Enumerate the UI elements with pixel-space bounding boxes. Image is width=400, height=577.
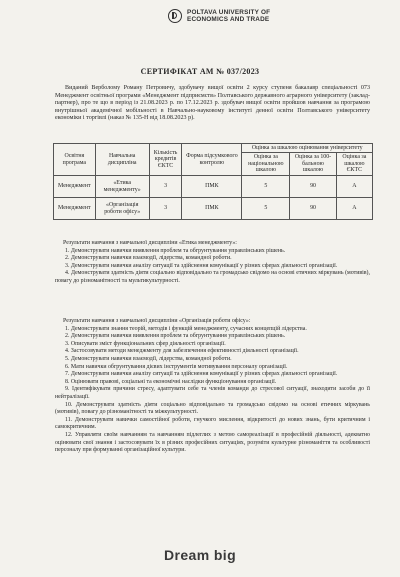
- cell-ects: А: [336, 198, 372, 220]
- university-logo-icon: [168, 9, 182, 23]
- cell-program: Менеджмент: [54, 176, 96, 198]
- table-row: [54, 198, 373, 220]
- cell-control: ПМК: [182, 198, 242, 220]
- header-national: Оцінка за національною шкалою: [242, 153, 290, 176]
- grades-table: [53, 143, 373, 220]
- results-ethics: [55, 240, 370, 286]
- results-office: [55, 318, 370, 455]
- header-discipline: Навчальна дисципліна: [95, 144, 149, 176]
- results-office-item: 3. Описувати зміст функціональних сфер діяльності організації.: [65, 340, 226, 347]
- results-office-item: 7. Демонструвати навички аналізу ситуації та здійснення комунікації у різних сферах діяльності організації.: [65, 371, 338, 378]
- header-credits: Кількість кредитів ЄКТС: [149, 144, 182, 176]
- results-office-item: 2. Демонструвати навички виявлення проблем та обгрунтування управлінських рішень.: [65, 333, 286, 340]
- cell-program: Менеджмент: [54, 198, 96, 220]
- results-office-item: 5. Демонструвати навички взаємодії, лідерства, командної роботи.: [65, 355, 232, 362]
- results-office-item: 10. Демонструвати здатність діяти соціально відповідально та громадсько свідомо на основі етичних міркувань (мотивів), повагу до різноманітності та міжкультурності.: [55, 401, 370, 416]
- results-office-item: 11. Демонструвати навички самостійної роботи, гнучкого мислення, відкритості до нових знань, бути критичним і самокритичним.: [55, 416, 370, 431]
- university-name-line1: POLTAVA UNIVERSITY OF: [187, 9, 271, 16]
- university-header: [0, 0, 400, 38]
- results-office-item: 4. Застосовувати методи менеджменту для забезпечення ефективності діяльності організації.: [65, 348, 299, 355]
- cell-ects: А: [336, 176, 372, 198]
- results-ethics-item: 4. Демонструвати здатність діяти соціально відповідально та громадсько свідомо на основі етичних міркувань (мотивів), повагу до різноманітності та мультикультурності.: [55, 270, 370, 284]
- header-control: Форма підсумкового контролю: [182, 144, 242, 176]
- results-ethics-item: 2. Демонструвати навички взаємодії, лідерства, командної роботи.: [65, 255, 232, 262]
- results-office-item: 6. Мати навички обгрунтування дієвих інструментів мотивування персоналу організації.: [65, 363, 288, 370]
- results-office-title: Результати навчання з навчальної дисципліни «Організація роботи офісу»:: [63, 318, 251, 324]
- results-office-item: 9. Ідентифікувати причини стресу, адаптувати себе та членів команди до стресової ситуації, знаходити засоби до її нейтралізації.: [55, 386, 370, 400]
- header-hundred: Оцінка за 100-бальною шкалою: [290, 153, 336, 176]
- certificate-title: СЕРТИФІКАТ АМ № 037/2023: [140, 67, 260, 76]
- certificate-intro: Виданий Верболому Роману Петровичу, здобувачу вищої освіти 2 курсу ступеня бакалавр спеціальності 073 Менеджмент освітньої програми «Менеджмент підприємств» Полтавського державного аграрного університету (заклад-партнер), про те що в період із 21.08.2023 р. по 17.12.2023 р. здобувач вищої освіти пройшов навчання за програмою внутрішньої академічної мобільності в Навчально-науковому інституті денної освіти Полтавського університету економіки і торгівлі (наказ № 135-Н від 18.08.2023 р).: [55, 85, 370, 122]
- university-name: [187, 9, 270, 24]
- results-ethics-item: 3. Демонструвати навички аналізу ситуації та здійснення комунікації у різних сферах діяльності організації.: [65, 262, 338, 269]
- results-ethics-title: Результати навчання з навчальної дисципліни «Етика менеджменту»:: [63, 240, 237, 246]
- cell-national: 5: [242, 176, 290, 198]
- header-ects: Оцінка за шкалою ЄКТС: [336, 153, 372, 176]
- results-ethics-item: 1. Демонструвати навички виявлення проблем та обгрунтування управлінських рішень.: [65, 247, 286, 254]
- results-office-item: 1. Демонструвати знання теорій, методів і функцій менеджменту, сучасних концепцій лідерства.: [65, 325, 307, 332]
- university-name-line2: ECONOMICS AND TRADE: [187, 16, 270, 24]
- cell-discipline: «Етика менеджменту»: [95, 176, 149, 198]
- header-scale-group: Оцінка за шкалою оцінювання університету: [242, 144, 373, 153]
- cell-discipline: «Організація роботи офісу»: [95, 198, 149, 220]
- cell-credits: 3: [149, 198, 182, 220]
- cell-control: ПМК: [182, 176, 242, 198]
- cell-credits: 3: [149, 176, 182, 198]
- cell-national: 5: [242, 198, 290, 220]
- table-row: [54, 176, 373, 198]
- cell-hundred: 90: [290, 176, 336, 198]
- footer-slogan: Dream big: [163, 547, 237, 563]
- results-office-item: 8. Оцінювати правові, соціальні та економічні наслідки функціонування організації.: [65, 378, 277, 385]
- cell-hundred: 90: [290, 198, 336, 220]
- results-office-item: 12. Управляти своїм навчанням та навчанням підлеглих з метою самореалізації в професійній діяльності, адекватно оцінювати свої знання і застосовувати їх в різних професійних ситуаціях, розуміти культурне різноманіття та особливості персоналу при формуванні організаційної культури.: [55, 431, 370, 454]
- header-program: Освітня програма: [54, 144, 96, 176]
